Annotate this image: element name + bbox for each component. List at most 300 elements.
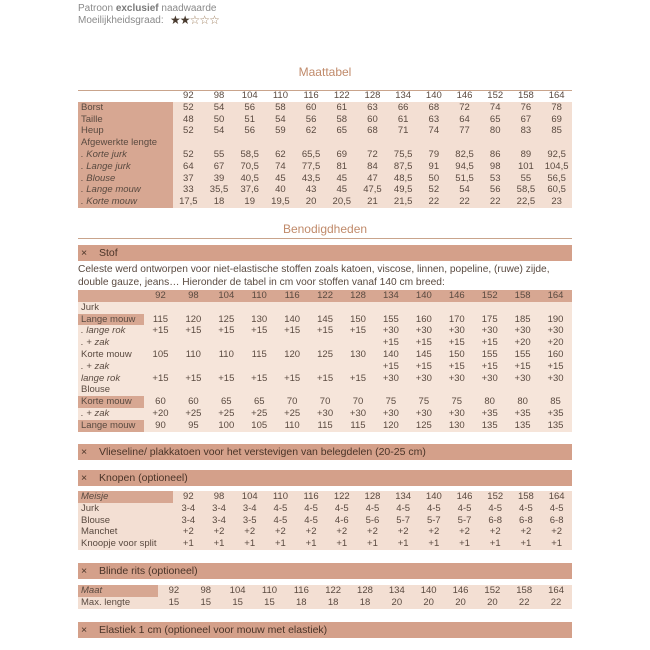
table-cell: 155	[506, 349, 539, 361]
table-cell: +30	[407, 373, 440, 385]
table-cell: +25	[243, 408, 276, 420]
size-header: 92	[144, 290, 177, 302]
table-cell: 20	[296, 196, 327, 208]
table-cell: 65	[480, 114, 511, 126]
row-label: . + zak	[78, 337, 144, 349]
size-header: 164	[548, 90, 565, 101]
table-cell: +15	[243, 325, 276, 337]
size-header: 146	[445, 585, 477, 597]
table-cell: 92,5	[541, 149, 572, 161]
size-header: 164	[540, 585, 572, 597]
table-cell	[480, 137, 511, 149]
size-header: 110	[243, 290, 276, 302]
table-cell: 87,5	[388, 161, 419, 173]
knopen-bar	[78, 470, 572, 486]
table-cell: 39	[204, 173, 235, 185]
table-row	[78, 515, 572, 527]
table-cell: 4-5	[541, 503, 572, 515]
size-header: 116	[296, 491, 327, 503]
table-cell: 70	[276, 396, 309, 408]
table-cell: 58,5	[234, 149, 265, 161]
table-cell	[210, 337, 243, 349]
row-label: . + zak	[78, 408, 144, 420]
table-cell: +20	[539, 337, 572, 349]
table-cell: +15	[342, 325, 375, 337]
table-cell: 37	[173, 173, 204, 185]
table-cell: 62	[296, 125, 327, 137]
table-cell: 72	[357, 149, 388, 161]
table-cell: 56	[480, 184, 511, 196]
table-cell: 79	[419, 149, 450, 161]
size-header: 164	[539, 290, 572, 302]
table-cell: 22,5	[511, 196, 542, 208]
table-cell: 54	[265, 114, 296, 126]
table-cell: 15	[254, 597, 286, 609]
table-cell: 4-5	[511, 503, 542, 515]
table-row	[78, 538, 572, 550]
table-cell: 60,5	[541, 184, 572, 196]
table-cell	[276, 361, 309, 373]
table-cell: 65,5	[296, 149, 327, 161]
table-cell	[309, 302, 342, 314]
table-cell: +30	[506, 325, 539, 337]
table-cell: +35	[539, 408, 572, 420]
table-cell	[357, 137, 388, 149]
table-cell: 61	[326, 102, 357, 114]
table-cell	[541, 137, 572, 149]
table-cell: 150	[342, 314, 375, 326]
size-header: 134	[388, 491, 419, 503]
table-cell: 80	[480, 125, 511, 137]
table-cell: 77	[449, 125, 480, 137]
table-cell	[243, 302, 276, 314]
row-label: . Korte mouw	[78, 196, 173, 208]
table-cell: 3-4	[173, 515, 204, 527]
table-cell: 60	[357, 114, 388, 126]
table-cell: 62	[265, 149, 296, 161]
table-cell	[144, 337, 177, 349]
table-cell: +15	[407, 361, 440, 373]
table-cell: +2	[511, 526, 542, 538]
table-cell: 52	[173, 149, 204, 161]
table-cell	[419, 137, 450, 149]
table-cell	[276, 384, 309, 396]
table-cell: 63	[419, 114, 450, 126]
table-cell: 76	[511, 102, 542, 114]
stof-title: Stof	[99, 247, 118, 259]
marker-x: ×	[81, 472, 88, 484]
table-cell	[511, 137, 542, 149]
size-header-row	[78, 491, 572, 503]
table-cell: 115	[243, 349, 276, 361]
table-cell: +30	[407, 408, 440, 420]
table-cell: 20	[476, 597, 508, 609]
table-cell	[473, 302, 506, 314]
table-cell	[506, 302, 539, 314]
table-row	[78, 149, 572, 161]
table-cell: 130	[243, 314, 276, 326]
table-cell: 17,5	[173, 196, 204, 208]
table-cell: +15	[177, 325, 210, 337]
table-cell: +2	[357, 526, 388, 538]
size-header: 146	[449, 491, 480, 503]
size-header: 110	[265, 491, 296, 503]
size-header-row	[78, 290, 572, 302]
table-cell: 110	[210, 349, 243, 361]
header-label: Meisje	[78, 491, 173, 503]
table-cell: 69	[541, 114, 572, 126]
table-cell: 54	[449, 184, 480, 196]
table-cell: 50	[419, 173, 450, 185]
table-row	[78, 196, 572, 208]
size-header: 116	[276, 290, 309, 302]
table-cell: 18	[204, 196, 235, 208]
table-cell: +1	[296, 538, 327, 550]
rits-title: Blinde rits (optioneel)	[99, 565, 198, 577]
header-corner	[78, 290, 144, 302]
table-row	[78, 503, 572, 515]
table-cell: 85	[539, 396, 572, 408]
row-label: . lange rok	[78, 325, 144, 337]
table-cell: +15	[539, 361, 572, 373]
table-cell: 70	[342, 396, 375, 408]
table-cell: 104,5	[541, 161, 572, 173]
row-label: Lange mouw	[78, 420, 144, 432]
rits-table	[78, 585, 572, 609]
table-cell: 64	[173, 161, 204, 173]
table-row	[78, 420, 572, 432]
table-cell: +15	[440, 361, 473, 373]
size-header: 140	[413, 585, 445, 597]
table-cell	[243, 337, 276, 349]
table-cell: +1	[388, 538, 419, 550]
table-cell: 43	[296, 184, 327, 196]
marker-x: ×	[81, 247, 88, 259]
table-cell: 52	[419, 184, 450, 196]
table-cell	[210, 302, 243, 314]
table-cell: 170	[440, 314, 473, 326]
size-header: 104	[234, 491, 265, 503]
row-label: lange rok	[78, 373, 144, 385]
table-cell: 60	[144, 396, 177, 408]
star-filled-icon: ★	[170, 13, 180, 27]
row-label: Jurk	[78, 302, 144, 314]
table-cell: 55	[204, 149, 235, 161]
row-label: Max. lengte	[78, 597, 158, 609]
table-cell: 89	[511, 149, 542, 161]
marker-x: ×	[81, 624, 88, 636]
table-cell: 130	[440, 420, 473, 432]
table-cell: 40	[265, 184, 296, 196]
table-cell: 58	[326, 114, 357, 126]
table-cell: +25	[276, 408, 309, 420]
table-cell: 60	[296, 102, 327, 114]
table-cell: 5-7	[419, 515, 450, 527]
row-label: Borst	[78, 102, 173, 114]
table-cell: 80	[473, 396, 506, 408]
table-cell: +15	[407, 337, 440, 349]
table-cell: +15	[210, 325, 243, 337]
star-filled-icon: ★	[179, 13, 190, 27]
table-cell: +15	[440, 337, 473, 349]
size-header: 152	[487, 90, 504, 101]
table-cell: 140	[374, 349, 407, 361]
table-cell	[309, 384, 342, 396]
table-cell: +2	[419, 526, 450, 538]
table-row	[78, 408, 572, 420]
row-label: Blouse	[78, 384, 144, 396]
maattabel-title: Maattabel	[298, 65, 352, 79]
table-cell	[407, 302, 440, 314]
table-cell: 80	[506, 396, 539, 408]
table-cell	[539, 302, 572, 314]
size-header: 104	[210, 290, 243, 302]
table-cell: 56,5	[541, 173, 572, 185]
size-table	[78, 90, 572, 208]
table-cell: +1	[357, 538, 388, 550]
table-cell: 22	[540, 597, 572, 609]
table-cell: 6-8	[541, 515, 572, 527]
table-cell	[407, 384, 440, 396]
table-cell: +25	[210, 408, 243, 420]
table-row	[78, 349, 572, 361]
table-cell: 53	[480, 173, 511, 185]
table-cell	[243, 361, 276, 373]
table-cell: 23	[541, 196, 572, 208]
knopen-title: Knopen (optioneel)	[99, 472, 188, 484]
table-cell: +1	[419, 538, 450, 550]
table-cell: +15	[342, 373, 375, 385]
row-label: Manchet	[78, 526, 173, 538]
rits-bar	[78, 563, 572, 579]
table-cell: 100	[210, 420, 243, 432]
table-cell: 22	[480, 196, 511, 208]
table-cell: +1	[449, 538, 480, 550]
size-header: 146	[440, 290, 473, 302]
difficulty-label: Moeilijkheidsgraad:	[78, 15, 164, 26]
table-cell: +35	[506, 408, 539, 420]
table-cell: 155	[473, 349, 506, 361]
table-cell: +1	[541, 538, 572, 550]
table-cell	[265, 137, 296, 149]
table-cell: +15	[473, 361, 506, 373]
pattern-note-pre: Patroon	[78, 3, 114, 14]
table-cell: +2	[388, 526, 419, 538]
table-cell: 20	[381, 597, 413, 609]
table-cell: 81	[326, 161, 357, 173]
size-header: 152	[476, 585, 508, 597]
table-cell: +15	[309, 373, 342, 385]
table-cell: 43,5	[296, 173, 327, 185]
table-cell: +2	[480, 526, 511, 538]
vlieseline-bar	[78, 444, 572, 460]
table-cell: 125	[309, 349, 342, 361]
table-cell: 4-5	[419, 503, 450, 515]
table-cell: 145	[309, 314, 342, 326]
table-cell: +2	[326, 526, 357, 538]
table-row	[78, 396, 572, 408]
table-cell	[309, 337, 342, 349]
row-label: . Lange jurk	[78, 161, 173, 173]
table-cell: 65	[243, 396, 276, 408]
table-cell: 19,5	[265, 196, 296, 208]
size-header: 110	[254, 585, 286, 597]
table-cell: 37,6	[234, 184, 265, 196]
table-cell: 4-5	[326, 503, 357, 515]
table-cell: 150	[440, 349, 473, 361]
table-cell: 15	[158, 597, 190, 609]
table-cell: 45	[265, 173, 296, 185]
star-empty-icon: ☆	[209, 13, 219, 27]
table-cell: 56	[234, 102, 265, 114]
table-cell: 105	[144, 349, 177, 361]
table-cell: 60	[177, 396, 210, 408]
table-cell: 15	[222, 597, 254, 609]
table-cell: 160	[407, 314, 440, 326]
table-cell	[276, 337, 309, 349]
table-cell: +1	[265, 538, 296, 550]
table-cell: 3-5	[234, 515, 265, 527]
table-cell: 20	[445, 597, 477, 609]
table-cell: 85	[541, 125, 572, 137]
row-label: . Lange mouw	[78, 184, 173, 196]
table-cell: +15	[210, 373, 243, 385]
table-cell: 20,5	[326, 196, 357, 208]
table-cell: +20	[144, 408, 177, 420]
table-cell: +15	[473, 337, 506, 349]
size-header: 140	[425, 90, 442, 101]
table-cell: 72	[449, 102, 480, 114]
size-header: 122	[326, 491, 357, 503]
table-cell: +30	[440, 408, 473, 420]
table-cell: 78	[541, 102, 572, 114]
table-cell	[374, 302, 407, 314]
star-empty-icon: ☆	[199, 13, 210, 27]
table-cell	[374, 384, 407, 396]
table-cell	[539, 384, 572, 396]
elastiek-title: Elastiek 1 cm (optioneel voor mouw met elastiek)	[99, 624, 328, 636]
vlieseline-title: Vlieseline/ plakkatoen voor het verstevigen van belegdelen (20-25 cm)	[99, 446, 426, 458]
size-header: 92	[158, 585, 190, 597]
table-cell: 145	[407, 349, 440, 361]
table-cell: 3-4	[173, 503, 204, 515]
table-cell: 18	[349, 597, 381, 609]
table-cell: 4-5	[265, 515, 296, 527]
table-cell: 140	[276, 314, 309, 326]
table-cell: 70,5	[234, 161, 265, 173]
row-label: Afgewerkte lengte	[78, 137, 173, 149]
table-cell: 45	[326, 184, 357, 196]
size-header: 110	[272, 90, 288, 101]
table-cell: 86	[480, 149, 511, 161]
table-cell: 82,5	[449, 149, 480, 161]
table-cell: 48	[173, 114, 204, 126]
table-cell: 48,5	[388, 173, 419, 185]
row-label: Knoopje voor split	[78, 538, 173, 550]
table-cell: 45	[326, 173, 357, 185]
row-label: Jurk	[78, 503, 173, 515]
table-cell: 75,5	[388, 149, 419, 161]
table-cell	[144, 302, 177, 314]
table-cell	[342, 302, 375, 314]
table-row	[78, 161, 572, 173]
size-header: 98	[204, 491, 235, 503]
table-cell: 66	[388, 102, 419, 114]
size-header-row	[78, 585, 572, 597]
table-cell: 67	[511, 114, 542, 126]
table-cell: 6-8	[480, 515, 511, 527]
size-header: 92	[183, 90, 194, 101]
table-row	[78, 337, 572, 349]
table-cell: 15	[190, 597, 222, 609]
table-cell: 22	[508, 597, 540, 609]
table-cell: +15	[243, 373, 276, 385]
table-cell: 4-5	[480, 503, 511, 515]
table-cell: 47	[357, 173, 388, 185]
table-cell: 52	[173, 125, 204, 137]
row-label: . Korte jurk	[78, 149, 173, 161]
row-label: Korte mouw	[78, 349, 144, 361]
size-header: 116	[303, 90, 319, 101]
table-cell: 5-7	[388, 515, 419, 527]
table-cell: 74	[480, 102, 511, 114]
table-cell: +1	[173, 538, 204, 550]
table-cell	[144, 361, 177, 373]
table-cell	[177, 384, 210, 396]
table-cell: +1	[326, 538, 357, 550]
table-cell: 74	[265, 161, 296, 173]
size-header: 116	[285, 585, 317, 597]
table-row	[78, 384, 572, 396]
table-cell: +2	[234, 526, 265, 538]
table-cell: 75	[407, 396, 440, 408]
table-cell: 4-5	[357, 503, 388, 515]
marker-x: ×	[81, 446, 88, 458]
table-cell	[177, 302, 210, 314]
table-cell: 125	[210, 314, 243, 326]
table-cell	[388, 137, 419, 149]
size-header: 92	[173, 491, 204, 503]
table-cell: 65	[210, 396, 243, 408]
table-cell: 54	[204, 102, 235, 114]
table-cell: +15	[506, 361, 539, 373]
table-cell: 115	[144, 314, 177, 326]
table-cell: 64	[449, 114, 480, 126]
table-cell: +35	[473, 408, 506, 420]
table-cell: 3-4	[204, 503, 235, 515]
size-header: 158	[508, 585, 540, 597]
table-cell: 91	[419, 161, 450, 173]
size-header: 158	[511, 491, 542, 503]
table-cell: +2	[265, 526, 296, 538]
table-cell: 55	[511, 173, 542, 185]
size-header: 128	[364, 90, 381, 101]
table-cell: 33	[173, 184, 204, 196]
table-cell: 3-4	[234, 503, 265, 515]
table-cell	[449, 137, 480, 149]
size-header: 140	[407, 290, 440, 302]
table-cell: 58,5	[511, 184, 542, 196]
table-row	[78, 361, 572, 373]
table-cell	[296, 137, 327, 149]
table-cell	[234, 137, 265, 149]
table-cell: 21	[357, 196, 388, 208]
size-header: 104	[222, 585, 254, 597]
table-row	[78, 314, 572, 326]
table-cell: 75	[440, 396, 473, 408]
table-cell: 22	[449, 196, 480, 208]
table-cell: +15	[374, 361, 407, 373]
